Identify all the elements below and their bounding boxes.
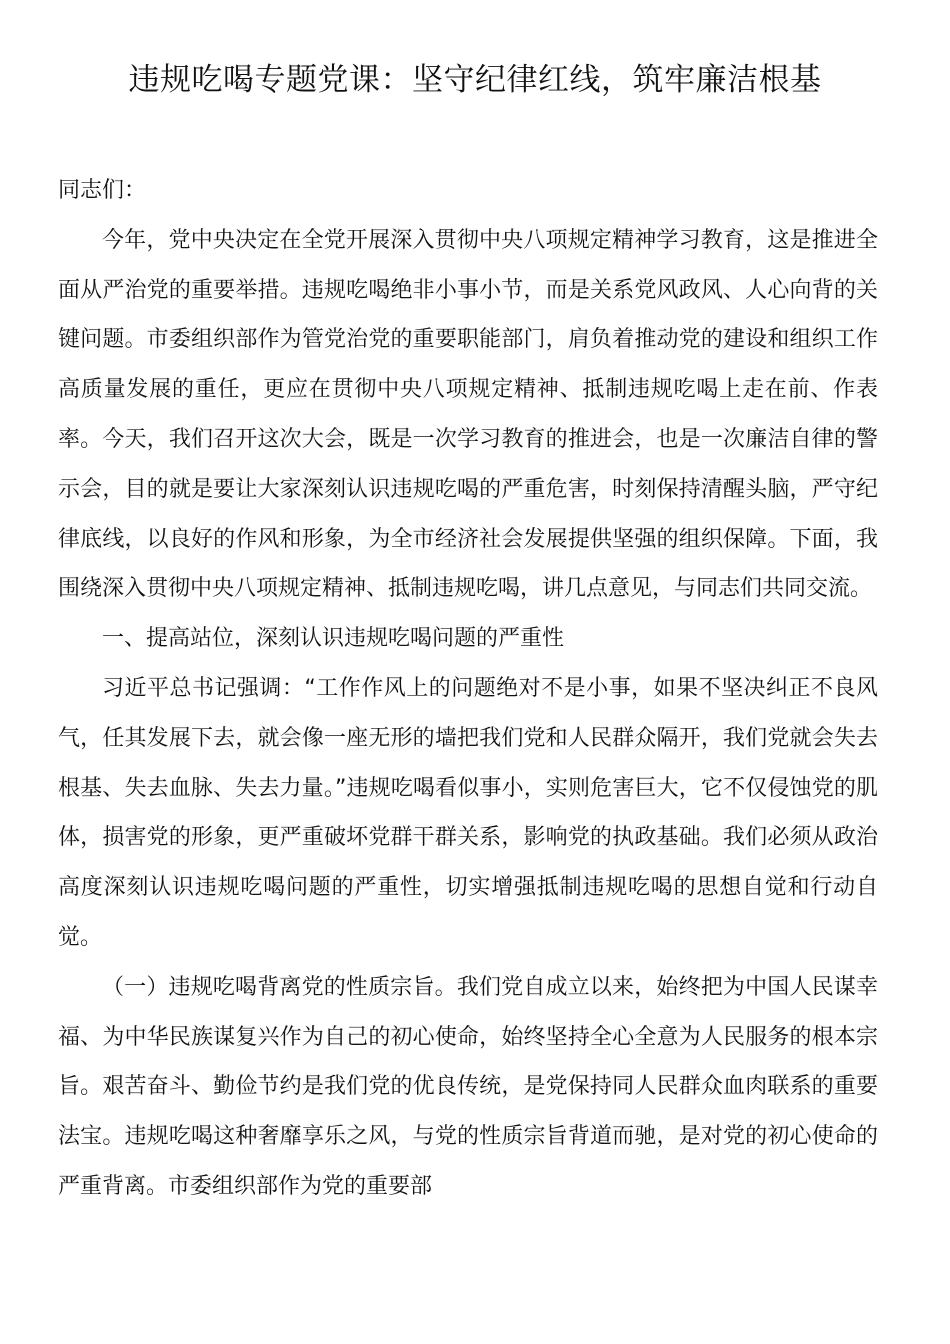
salutation: 同志们： — [58, 178, 147, 203]
subsection-1-paragraph — [58, 963, 878, 1212]
section-1-paragraph: 习近平总书记强调：“工作作风上的问题绝对不是小事，如果不坚决纠正不良风气，任其发展下去，就会像一座无形的墙把我们党和人民群众隔开，我们党就会失去根基、失去血脉、失去力量。”违规吃喝看似事小，实则危害巨大，它不仅侵蚀党的肌体，损害党的形象，更严重破坏党群干群关系，影响党的执政基础。我们必须从政治高度深刻认识违规吃喝问题的严重性，切实增强抵制违规吃喝的思想自觉和行动自觉。 — [58, 675, 878, 950]
section-heading-1: 一、提高站位，深刻认识违规吃喝问题的严重性 — [102, 626, 565, 652]
intro-paragraph: 今年，党中央决定在全党开展深入贯彻中央八项规定精神学习教育，这是推进全面从严治党的重要举措。违规吃喝绝非小事小节，而是关系党风政风、人心向背的关键问题。市委组织部作为管党治党的重要职能部门，肩负着推动党的建设和组织工作高质量发展的重任，更应在贯彻中央八项规定精神、抵制违规吃喝上走在前、作表率。今天，我们召开这次大会，既是一次学习教育的推进会，也是一次廉洁自律的警示会，目的就是要让大家深刻认识违规吃喝的严重危害，时刻保持清醒头脑，严守纪律底线，以良好的作风和形象，为全市经济社会发展提供坚强的组织保障。下面，我围绕深入贯彻中央八项规定精神、抵制违规吃喝，讲几点意见，与同志们共同交流。 — [58, 227, 878, 602]
document-title: 违规吃喝专题党课：坚守纪律红线，筑牢廉洁根基 — [128, 62, 822, 98]
subsection-1-text: 我们党自成立以来，始终把为中国人民谋幸福、为中华民族谋复兴作为自己的初心使命，始终坚持全心全意为人民服务的根本宗旨。艰苦奋斗、勤俭节约是我们党的优良传统，是党保持同人民群众血肉联系的重要法宝。违规吃喝这种奢靡享乐之风，与党的性质宗旨背道而驰，是对党的初心使命的严重背离。市委组织部作为党的重要部 — [58, 974, 878, 1199]
subsection-1-lead: （一）违规吃喝背离党的性质宗旨。 — [102, 974, 457, 1000]
document-body — [58, 166, 878, 1212]
